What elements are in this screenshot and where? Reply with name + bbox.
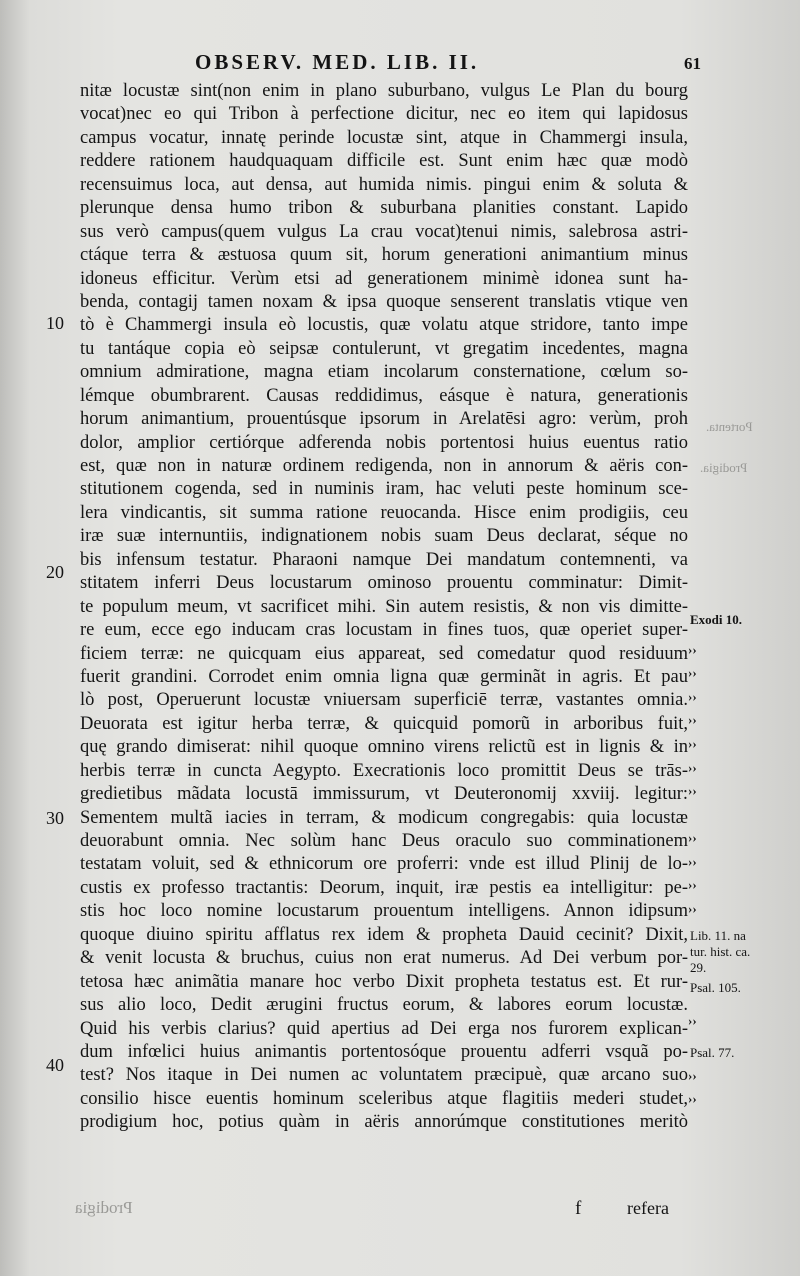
line-number-20: 20: [46, 562, 64, 582]
line-number-30: 30: [46, 808, 64, 828]
text-line: est, quæ non in naturæ ordinem redigenda, non in annorum & aëris con-: [80, 456, 688, 476]
quote-mark: ››: [688, 783, 697, 798]
text-line: vocat)nec eo qui Tribon à perfectione dicitur, nec eo item qui lapidosus: [80, 104, 688, 125]
margin-note-plinius-1: Lib. 11. na: [690, 928, 746, 943]
text-line: dolor, amplior certiórque adferenda nobis portentosi huius euentus ratio: [80, 432, 688, 453]
text-line: benda, contagij tamen noxam & ipsa quoque senserent translatis vtique ven: [80, 291, 688, 312]
text-line: bis infensum testatur. Pharaoni namque Dei mandatum contemnenti, va: [80, 549, 688, 570]
text-line: dum infœlici huius animantis portentosóque prouentu adferri vsquã po-: [80, 1041, 688, 1062]
catchword: refera: [627, 1198, 669, 1218]
show-through-prodigia: Prodigia.: [700, 460, 748, 475]
page-number: 61: [684, 54, 701, 73]
signature-mark: f: [575, 1198, 582, 1219]
text-line: te populum meum, vt sacrificet mihi. Sin autem resistis, & non vis dimitte-: [80, 596, 688, 617]
quote-mark: ››: [688, 854, 697, 869]
text-line: herbis terræ in cuncta Aegypto. Execrationis loco promittit Deus se trās-: [80, 760, 688, 781]
margin-note-psalm-105: Psal. 105.: [690, 980, 741, 995]
quote-mark: ››: [688, 689, 697, 704]
text-line: stitutionem cogenda, sed in numinis iram, hac veluti peste hominum sce-: [80, 479, 688, 500]
text-line: stitatem inferri Deus locustarum ominoso prouentu comminatur: Dimit-: [80, 573, 688, 594]
main-text-block: [80, 80, 688, 1135]
text-line: lera vindicantis, sit summa ratione reuocanda. Hisce enim prodigiis, ceu: [80, 502, 688, 523]
quote-mark: ››: [688, 830, 697, 845]
quote-mark: ››: [688, 901, 697, 916]
margin-note-exodi: Exodi 10.: [690, 612, 743, 627]
margin-note-psalm-77: Psal. 77.: [690, 1045, 735, 1060]
text-line: gredietibus mãdata locustā immissurum, vt Deuteronomij xxviij. legitur:: [80, 784, 688, 805]
quote-mark: ››: [688, 760, 697, 775]
quote-mark: ››: [688, 1068, 697, 1083]
text-line: ctáque terra & æstuosa quum sit, horum generationi animantium minus: [80, 245, 688, 266]
text-line: deuorabunt omnia. Nec solùm hanc Deus oraculo suo comminationem: [80, 831, 688, 851]
quote-mark: ››: [688, 712, 697, 727]
text-line: sus alio loco, Dedit ærugini fructus eorum, & labores eorum locustæ.: [80, 995, 688, 1016]
text-line: Quid his verbis clarius? quid apertius ad Dei erga nos furorem explican-: [80, 1018, 688, 1039]
show-through-portenta: Portenta.: [706, 419, 753, 434]
quote-mark: ››: [688, 1013, 697, 1028]
text-line: fuerit grandini. Corrodet enim omnia ligna quæ germinãt in agris. Et pau: [80, 666, 688, 687]
show-through-footer: Prodigia: [75, 1198, 133, 1217]
text-line: Deuorata est igitur herba terræ, & quicquid pomorũ in arboribus fuit,: [80, 713, 688, 734]
text-line: lò post, Operuerunt locustæ vniuersam superficiē terræ, vastantes omnia.: [80, 690, 688, 711]
text-line: tetosa hæc animãtia manare hoc verbo Dixit propheta testatus est. Et rur-: [80, 971, 688, 992]
quote-mark: ››: [688, 877, 697, 892]
text-line: prodigium hoc, potius quàm in aëris annorúmque constitutiones meritò: [80, 1112, 688, 1133]
text-line: sus verò campus(quem vulgus La crau vocat)tenui nimis, salebrosa astri-: [80, 221, 688, 242]
text-line: quę grando dimiserat: nihil quoque omnino virens relictũ est in lignis & in: [80, 737, 688, 758]
running-title: OBSERV. MED. LIB. II.: [195, 50, 480, 74]
text-line: idoneus efficitur. Verùm etsi ad generationem minimè idonea sunt ha-: [80, 268, 688, 289]
text-line: recensuimus loca, aut densa, aut humida nimis. pingui enim & soluta &: [80, 174, 688, 195]
quote-mark: ››: [688, 1091, 697, 1106]
quote-mark: ››: [688, 665, 697, 680]
text-line: tò è Chammergi insula eò locustis, quæ volatu atque stridore, tanto impe: [80, 315, 688, 336]
line-number-10: 10: [46, 313, 64, 333]
text-line: quoque diuino spiritu afflatus rex idem & propheta Dauid cecinit? Dixit,: [80, 924, 688, 945]
text-line: iræ suæ internuntiis, indignationem nobis suam Deus declarat, séque no: [80, 526, 688, 547]
text-line: omnium admiratione, magna etiam incolarum consternatione, cœlum so-: [80, 362, 688, 383]
text-line: reddere rationem haudquaquam difficile est. Sunt enim hæc quæ modò: [80, 151, 688, 172]
text-line: test? Nos itaque in Dei numen ac voluntatem præcipuè, quæ arcano suo: [80, 1065, 688, 1086]
text-line: consilio hisce euentis hominum sceleribus atque flagitiis mederi studet,: [80, 1088, 688, 1109]
text-line: testatam voluit, sed & ethnicorum ore proferri: vnde est illud Plinij de lo-: [80, 854, 688, 875]
text-line: custis ex professo tractantis: Deorum, inquit, iræ pestis ea intelligitur: pe-: [80, 877, 688, 898]
text-line: & venit locusta & bruchus, cuius non erat numerus. Ad Dei verbum por-: [80, 948, 688, 969]
text-line: re eum, ecce ego inducam cras locustam in fines tuos, quæ operiet super-: [80, 620, 688, 641]
text-line: stis hoc loco nomine locustarum prouentum intelligens. Annon idipsum: [80, 901, 688, 922]
text-line: tu tantáque copia eò seipsæ contulerunt, vt gregatim incedentes, magna: [80, 338, 688, 359]
text-line: campus vocatur, innatę perinde locustæ sint, atque in Chammergi insula,: [80, 127, 688, 148]
margin-note-plinius-3: 29.: [690, 960, 707, 975]
text-line: Sementem multã iacies in terram, & modicum congregabis: quia locustæ: [80, 807, 688, 828]
quote-mark: ››: [688, 736, 697, 751]
margin-note-plinius-2: tur. hist. ca.: [690, 944, 751, 959]
text-line: plerunque densa humo tribon & suburbana planities constant. Lapido: [80, 198, 688, 219]
text-line: ficiem terræ: ne quicquam eius appareat, sed comedatur quod residuum: [80, 643, 688, 664]
text-line: nitæ locustæ sint(non enim in plano suburbano, vulgus Le Plan du bourg: [80, 81, 688, 101]
line-number-40: 40: [46, 1055, 64, 1075]
text-line: horum animantium, prouentúsque ipsorum in Arelatēsi agro: verùm, proh: [80, 409, 688, 430]
text-line: lémque obumbrarent. Causas reddidimus, eásque è natura, generationis: [80, 385, 688, 406]
quote-mark: ››: [688, 642, 697, 657]
